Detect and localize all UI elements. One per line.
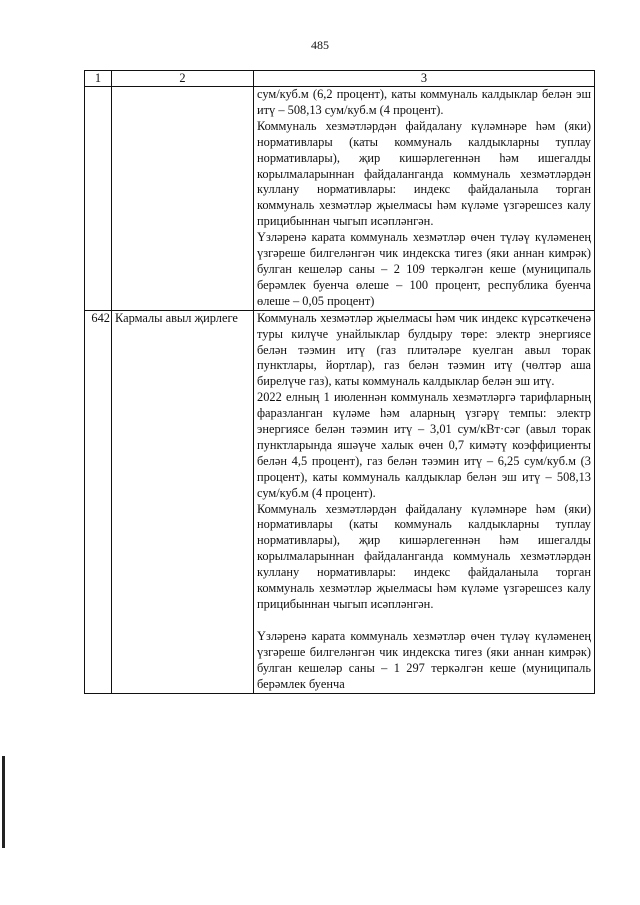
table-row-642 [85,310,595,693]
header-row [85,71,595,87]
row-name: Кармалы авыл җирлеге [112,310,254,693]
row-name [112,87,254,311]
row-description [254,87,595,311]
header-col-3: 3 [254,71,595,87]
paragraph: Коммуналь хезмәтләр җыелмасы һәм чик индекс күрсәткеченә туры килүче унайлыклар булдыру төре: электр энергиясе белән тәэмин итү (газ плитәләре куелган авыл торак пунктлары, йортлар), газ белән тәэмин итү (чөлтәр аша бирелүче газ), каты коммуналь калдыклар белән эш итү. [257,310,591,389]
row-description [254,310,595,693]
paragraph: Коммуналь хезмәтләрдән файдалану күләмнәре һәм (яки) нормативлары (каты коммуналь калдыкларны туплау нормативлары), җир кишәрлегеннән һәм ишегалды корылмаларыннан файдаланганда коммуналь хезмәтләрдән куллану нормативлары: индекс файдаланыла торган коммуналь хезмәтләр җыелмасы һәм күләме үзгәрешсез калу прицибыннан чыгып исәпләнгән. [257,501,591,611]
row-number [85,87,112,311]
table-row-continued [85,87,595,311]
margin-rule [2,756,5,848]
paragraph: 2022 елның 1 июленнән коммуналь хезмәтләргә тарифларның фаразланган күләме һәм аларның үзгәрү темпы: электр энергиясе белән тәэмин итү – 3,01 сум/кВт·сәг (авыл торак пунктларында яшәүче халык өчен 0,7 кимәтү коэффициенты белән 4,5 процент), газ белән тәэмин итү – 6,25 сум/куб.м (3 процент), каты коммуналь калдыклар белән эш итү – 508,13 сум/куб.м (4 процент). [257,390,591,500]
paragraph: сум/куб.м (6,2 процент), каты коммуналь калдыклар белән эш итү – 508,13 сум/куб.м (4 процент). [257,87,591,117]
row-number: 642 [85,310,112,693]
paragraph: Үзләренә карата коммуналь хезмәтләр өчен түләү күләменең үзгәреше билгеләнгән чик индекска тигез (яки аннан кимрәк) булган кешеләр саны – 2 109 теркәлгән кеше (муниципаль берәмлек буенча өлеше – 100 процент, республика буенча өлеше – 0,05 процент) [257,230,591,308]
paragraph-gap [257,613,591,629]
data-table [84,70,595,694]
paragraph: Коммуналь хезмәтләрдән файдалану күләмнәре һәм (яки) нормативлары (каты коммуналь калдыкларны туплау нормативлары), җир кишәрлегеннән һәм ишегалды корылмаларыннан файдаланганда коммуналь хезмәтләрдән куллану нормативлары: индекс файдаланыла торган коммуналь хезмәтләр җыелмасы һәм күләме үзгәрешсез калу прицибыннан чыгып исәпләнгән. [257,118,591,229]
paragraph: Үзләренә карата коммуналь хезмәтләр өчен түләү күләменең үзгәреше билгеләнгән чик индекска тигез (яки аннан кимрәк) булган кешеләр саны – 1 297 теркәлгән кеше (муниципаль берәмлек буенча [257,628,591,691]
page-number: 485 [311,38,329,52]
header-col-2: 2 [112,71,254,87]
header-col-1: 1 [85,71,112,87]
